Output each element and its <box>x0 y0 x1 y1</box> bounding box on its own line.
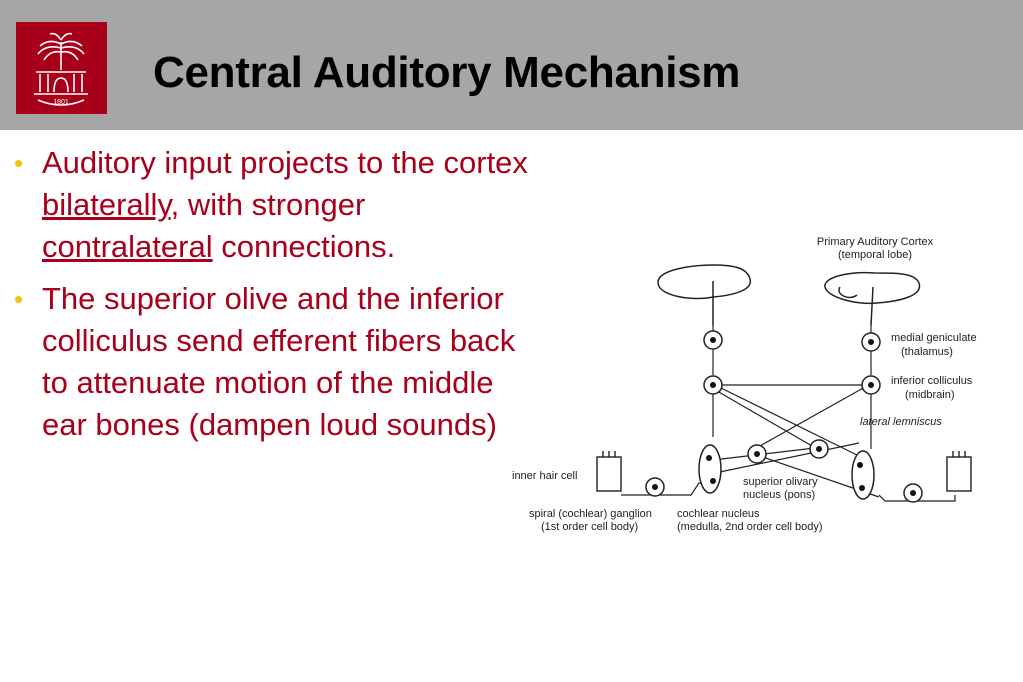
label-so-1: superior olivary <box>743 476 818 488</box>
page-title: Central Auditory Mechanism <box>153 48 741 97</box>
bullet-text: , with stronger <box>170 187 366 222</box>
label-cn-1: cochlear nucleus <box>677 508 760 520</box>
label-ll: lateral lemniscus <box>860 416 942 428</box>
label-cortex-1: Primary Auditory Cortex <box>816 236 934 248</box>
bullet-text: Auditory input projects to the cortex <box>42 145 528 180</box>
bullet-dot-icon: • <box>14 284 24 314</box>
bullet-text: The superior olive and the inferior colliculus send efferent fibers back to attenuate motion of the middle ear bones (dampen loud sounds) <box>42 281 516 442</box>
bullet-item <box>10 142 540 268</box>
bullet-item <box>10 278 540 446</box>
right-cortex <box>825 273 920 325</box>
underlined-term: bilaterally <box>42 187 171 222</box>
label-mg-2: (thalamus) <box>901 346 953 358</box>
left-cortex <box>658 265 750 325</box>
label-mg-1: medial geniculate <box>891 332 977 344</box>
auditory-pathway-diagram <box>505 225 1005 545</box>
svg-text:1801: 1801 <box>53 99 69 106</box>
label-sg-2: (1st order cell body) <box>541 521 639 533</box>
university-logo <box>16 22 107 114</box>
label-ihc: inner hair cell <box>512 470 578 482</box>
label-sg-1: spiral (cochlear) ganglion <box>529 508 652 520</box>
left-hair-cell <box>597 451 621 491</box>
right-hair-cell <box>947 451 971 491</box>
bullet-list <box>10 142 540 456</box>
underlined-term: contralateral <box>42 229 213 264</box>
label-ic-1: inferior colliculus <box>891 375 973 387</box>
label-cortex-2: (temporal lobe) <box>838 249 912 261</box>
label-cn-2: (medulla, 2nd order cell body) <box>677 521 823 533</box>
label-so-2: nucleus (pons) <box>743 489 816 501</box>
label-ic-2: (midbrain) <box>905 389 955 401</box>
slide-header <box>0 0 1023 130</box>
bullet-text: connections. <box>212 229 396 264</box>
bullet-dot-icon: • <box>14 148 24 178</box>
